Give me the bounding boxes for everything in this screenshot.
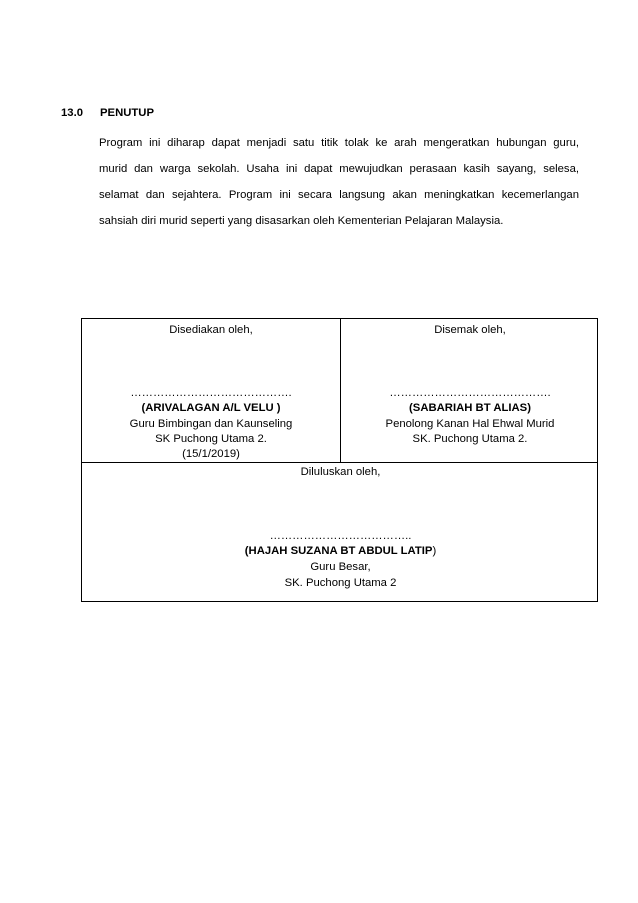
paragraph-line: selamat dan sejahtera. Program ini secara langsung akan meningkatkan kecemerlangan [99, 189, 579, 201]
approved-by-cell [82, 463, 599, 603]
paragraph-line: Program ini diharap dapat menjadi satu titik tolak ke arah mengeratkan hubungan guru, [99, 137, 579, 149]
closing-paragraph [99, 136, 579, 240]
checked-by-heading: Disemak oleh, [434, 324, 506, 336]
approver-position: Guru Besar, [310, 561, 371, 573]
prepared-date: (15/1/2019) [182, 448, 240, 460]
paragraph-line: sahsiah diri murid seperti yang disasarkan oleh Kementerian Pelajaran Malaysia. [99, 215, 504, 227]
signature-table [81, 318, 598, 602]
approved-by-heading: Diluluskan oleh, [300, 466, 381, 478]
checker-name: (SABARIAH BT ALIAS) [409, 402, 531, 414]
approver-name: (HAJAH SUZANA BT ABDUL LATIP [244, 545, 433, 557]
approver-school: SK. Puchong Utama 2 [284, 577, 397, 589]
checker-school: SK. Puchong Utama 2. [412, 433, 528, 445]
approver-name-close: ) [432, 545, 437, 557]
prepared-by-cell [82, 319, 340, 462]
checker-position: Penolong Kanan Hal Ehwal Murid [385, 418, 555, 430]
section-title: PENUTUP [100, 107, 154, 119]
signature-line: ……………………………………. [130, 387, 292, 399]
paragraph-line: murid dan warga sekolah. Usaha ini dapat mewujudkan perasaan kasih sayang, selesa, [99, 163, 579, 175]
preparer-name: (ARIVALAGAN A/L VELU ) [141, 402, 281, 414]
preparer-school: SK Puchong Utama 2. [155, 433, 267, 445]
approver-name-line [82, 544, 599, 559]
preparer-position: Guru Bimbingan dan Kaunseling [129, 418, 293, 430]
checked-by-cell [341, 319, 599, 462]
section-number: 13.0 [61, 107, 83, 119]
signature-line: ……………………………………. [389, 387, 551, 399]
signature-line: ……………………………….. [269, 530, 412, 542]
prepared-by-heading: Disediakan oleh, [169, 324, 253, 336]
